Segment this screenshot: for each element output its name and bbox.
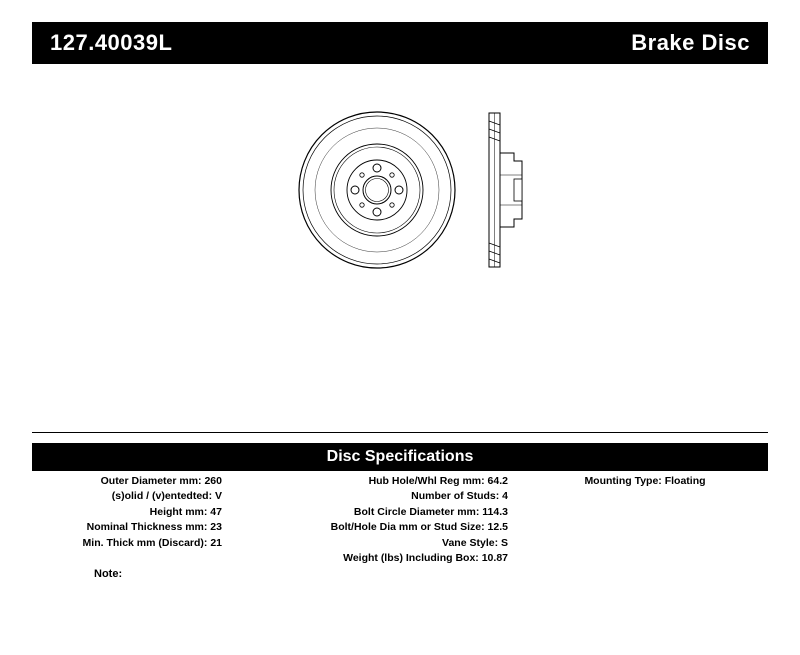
spec-item: (s)olid / (v)entedted: V xyxy=(111,490,222,503)
spec-item: Number of Studs: 4 xyxy=(411,490,508,503)
spec-column-middle xyxy=(228,474,508,566)
spec-item: Bolt Circle Diameter mm: 114.3 xyxy=(353,505,508,518)
spec-item: Hub Hole/Whl Reg mm: 64.2 xyxy=(368,475,508,487)
spec-item: Mounting Type: Floating xyxy=(584,475,706,487)
spec-item: Nominal Thickness mm: 23 xyxy=(86,521,222,534)
header-bar xyxy=(32,22,768,64)
spec-columns xyxy=(32,474,768,584)
brake-rotor-illustration xyxy=(292,95,552,295)
spec-item: Outer Diameter mm: 260 xyxy=(100,475,222,487)
spec-column-right xyxy=(522,474,768,489)
spec-item: Height mm: 47 xyxy=(149,505,222,518)
spec-section-header xyxy=(32,443,768,471)
spec-item: Vane Style: S xyxy=(442,536,508,549)
spec-item: Min. Thick mm (Discard): 21 xyxy=(82,536,222,549)
spec-item: Weight (lbs) Including Box: 10.87 xyxy=(343,552,508,565)
rotor-front-view xyxy=(299,112,455,268)
spec-divider xyxy=(32,432,768,433)
spec-column-left xyxy=(32,474,222,551)
part-number: 127.40039L xyxy=(50,30,173,55)
spec-item: Bolt/Hole Dia mm or Stud Size: 12.5 xyxy=(330,521,508,534)
spec-section-title: Disc Specifications xyxy=(326,448,474,465)
note-label: Note: xyxy=(94,568,123,580)
page-title: Brake Disc xyxy=(631,30,750,55)
product-image-area xyxy=(32,75,768,425)
rotor-side-view xyxy=(489,113,522,267)
